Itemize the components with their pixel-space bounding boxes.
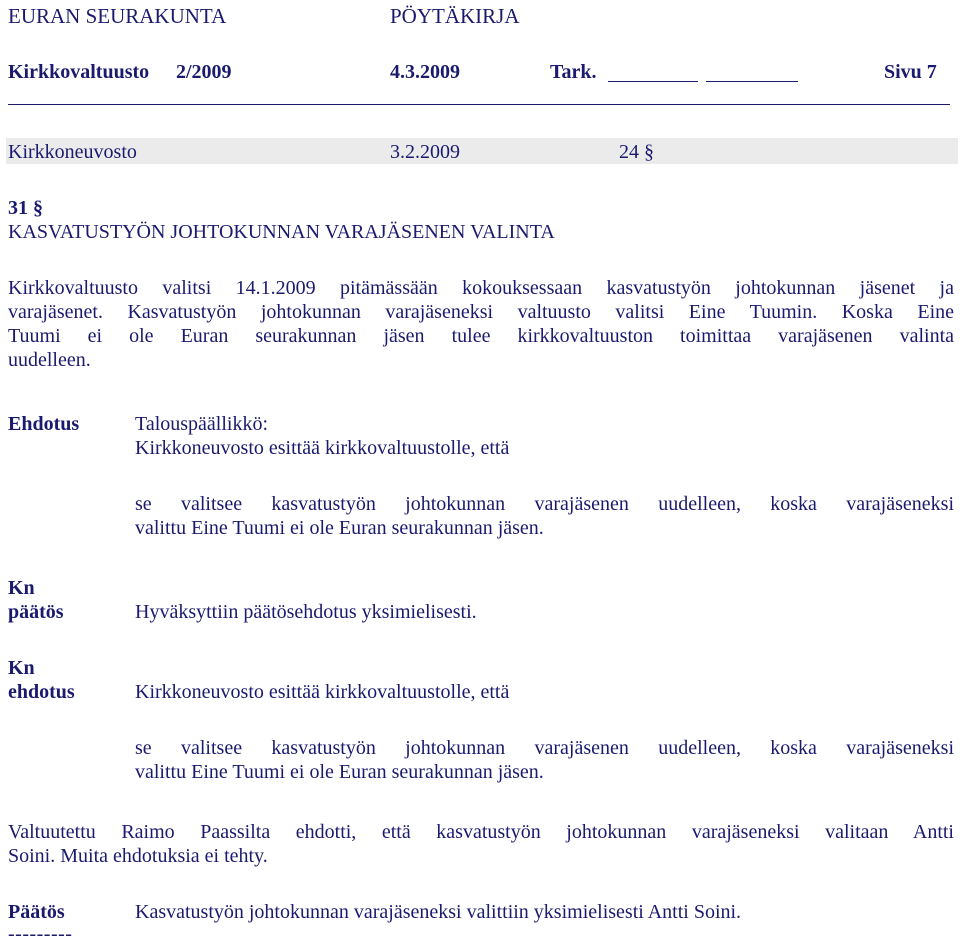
check-label: Tark. xyxy=(550,61,597,83)
proposal-text xyxy=(135,492,954,540)
reference-body: Kirkkoneuvosto xyxy=(8,141,137,163)
intro-line: uudelleen. xyxy=(8,349,91,371)
meeting-number: 2/2009 xyxy=(176,61,232,83)
item-title: KASVATUSTYÖN JOHTOKUNNAN VARAJÄSENEN VALINTA xyxy=(8,221,555,243)
page-number: Sivu 7 xyxy=(884,61,937,83)
meeting-date: 4.3.2009 xyxy=(390,61,460,83)
proposal-lead: Kirkkoneuvosto esittää kirkkovaltuustolle, että xyxy=(135,437,510,459)
kn-proposal-line: se valitsee kasvatustyön johtokunnan varajäsenen uudelleen, koska varajäseneksi xyxy=(135,737,954,759)
proposal-line: valittu Eine Tuumi ei ole Euran seurakunnan jäsen. xyxy=(135,517,544,539)
kn-decision-text: Hyväksyttiin päätösehdotus yksimielisesti. xyxy=(135,601,477,623)
doc-type: PÖYTÄKIRJA xyxy=(390,4,520,28)
decision-label: Päätös xyxy=(8,901,65,923)
reference-section: 24 § xyxy=(619,141,654,163)
check-signature-line-2 xyxy=(706,81,798,82)
intro-paragraph xyxy=(8,276,954,372)
discussion-line: Soini. Muita ehdotuksia ei tehty. xyxy=(8,845,268,867)
org-name: EURAN SEURAKUNTA xyxy=(8,4,227,28)
kn-decision-label-2: päätös xyxy=(8,601,64,623)
proposal-label: Ehdotus xyxy=(8,413,80,435)
discussion-paragraph xyxy=(8,820,954,868)
intro-line: varajäsenet. Kasvatustyön johtokunnan varajäseneksi valtuusto valitsi Eine Tuumin. Koska Eine xyxy=(8,301,954,323)
kn-proposal-label-1: Kn xyxy=(8,657,35,679)
kn-proposal-lead: Kirkkoneuvosto esittää kirkkovaltuustolle, että xyxy=(135,681,510,703)
kn-proposal-label-2: ehdotus xyxy=(8,681,75,703)
decision-text: Kasvatustyön johtokunnan varajäseneksi valittiin yksimielisesti Antti Soini. xyxy=(135,901,742,923)
reference-band xyxy=(6,138,958,164)
check-signature-line-1 xyxy=(608,81,698,82)
intro-line: Kirkkovaltuusto valitsi 14.1.2009 pitämässään kokouksessaan kasvatustyön johtokunnan jäsenet ja xyxy=(8,277,954,299)
proposal-author: Talouspäällikkö: xyxy=(135,413,269,435)
discussion-line: Valtuutettu Raimo Paassilta ehdotti, että kasvatustyön johtokunnan varajäseneksi valitaan Antti xyxy=(8,821,954,843)
header-divider xyxy=(8,104,950,105)
decision-underline: --------- xyxy=(8,923,73,945)
kn-decision-label-1: Kn xyxy=(8,577,35,599)
item-number: 31 § xyxy=(8,197,43,219)
kn-proposal-line: valittu Eine Tuumi ei ole Euran seurakunnan jäsen. xyxy=(135,761,544,783)
intro-line: Tuumi ei ole Euran seurakunnan jäsen tulee kirkkovaltuuston toimittaa varajäsenen valinta xyxy=(8,325,954,347)
meeting-name: Kirkkovaltuusto xyxy=(8,61,150,83)
reference-date: 3.2.2009 xyxy=(390,141,460,163)
kn-proposal-text xyxy=(135,736,954,784)
proposal-line: se valitsee kasvatustyön johtokunnan varajäsenen uudelleen, koska varajäseneksi xyxy=(135,493,954,515)
